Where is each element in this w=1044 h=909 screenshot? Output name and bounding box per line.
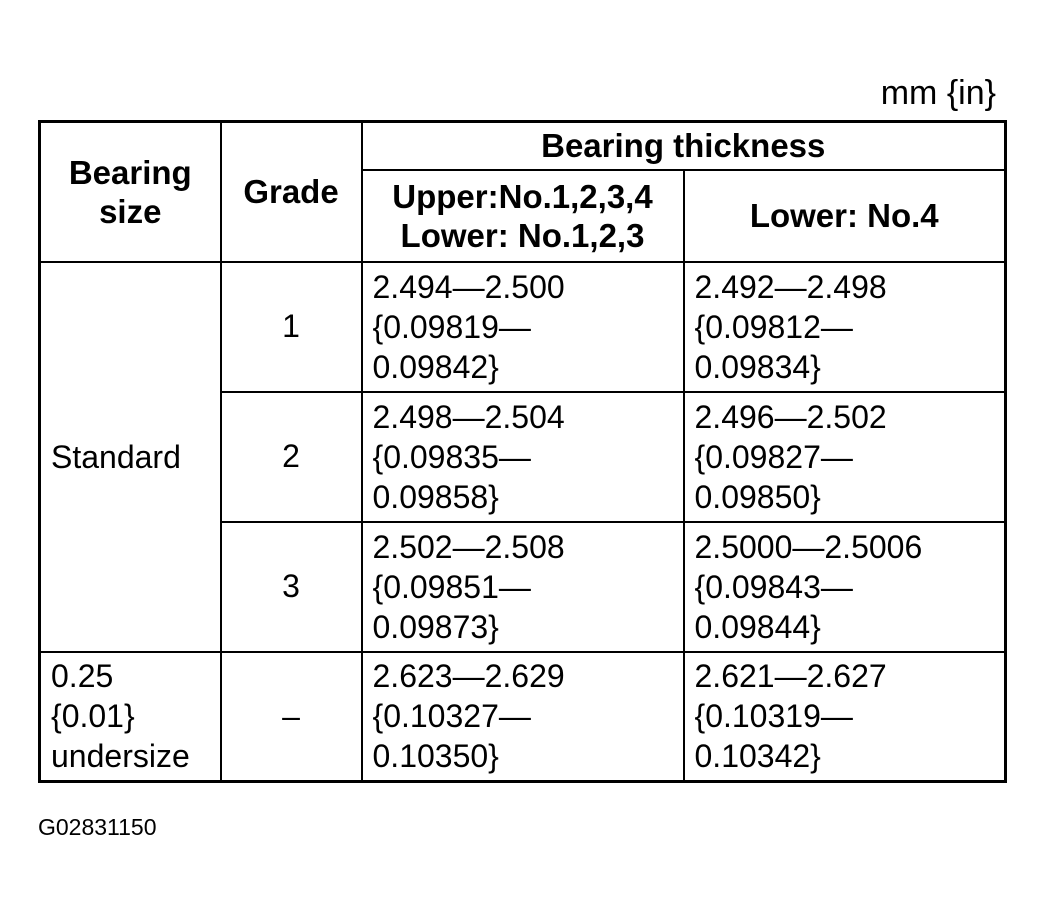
thickness-lower-no4-cell [684,262,1006,392]
thickness-in-start: {0.09851— [372,568,531,605]
header-bearing-size-text: Bearing size [68,153,192,230]
undersize-mm: 0.25 [51,658,114,695]
thickness-lower-no4-cell [684,522,1006,652]
thickness-upper-cell [362,392,684,522]
thickness-in-end: 0.10342} [694,738,821,775]
bearing-thickness-table [38,120,1007,783]
header-row [40,122,1006,170]
thickness-in-start: {0.09843— [694,568,853,605]
thickness-mm: 2.498—2.504 [372,398,565,435]
size-standard: Standard [40,262,221,652]
thickness-in-end: 0.09844} [694,608,821,645]
thickness-mm: 2.492—2.498 [694,268,887,305]
undersize-label: undersize [51,738,190,775]
thickness-mm: 2.496—2.502 [694,398,887,435]
thickness-in-start: {0.10327— [372,698,531,735]
thickness-upper-cell [362,652,684,782]
thickness-in-end: 0.09842} [372,348,499,385]
header-upper-lower [362,170,684,262]
thickness-in-start: {0.09835— [372,438,531,475]
thickness-mm: 2.502—2.508 [372,528,565,565]
grade-cell: 3 [221,522,362,652]
header-lower-line: Lower: No.1,2,3 [400,216,645,254]
thickness-in-end: 0.09850} [694,478,821,515]
figure-reference-code: G02831150 [38,814,157,840]
thickness-in-end: 0.09834} [694,348,821,385]
grade-cell: 1 [221,262,362,392]
thickness-mm: 2.621—2.627 [694,658,887,695]
thickness-lower-no4-cell [684,652,1006,782]
thickness-upper-cell [362,262,684,392]
table-row [40,262,1006,392]
thickness-in-start: {0.09819— [372,308,531,345]
undersize-in: {0.01} [51,698,135,735]
table-row [40,652,1006,782]
thickness-lower-no4-cell [684,392,1006,522]
thickness-in-start: {0.09812— [694,308,853,345]
thickness-in-end: 0.09873} [372,608,499,645]
thickness-in-end: 0.09858} [372,478,499,515]
thickness-mm: 2.623—2.629 [372,658,565,695]
thickness-in-end: 0.10350} [372,738,499,775]
grade-cell: – [221,652,362,782]
thickness-mm: 2.5000—2.5006 [694,528,923,565]
thickness-in-start: {0.10319— [694,698,853,735]
header-bearing-thickness: Bearing thickness [362,122,1006,170]
thickness-mm: 2.494—2.500 [372,268,565,305]
thickness-upper-cell [362,522,684,652]
thickness-in-start: {0.09827— [694,438,853,475]
unit-label: mm {in} [880,74,996,112]
header-grade: Grade [221,122,362,262]
header-lower-no4: Lower: No.4 [684,170,1006,262]
header-upper-line: Upper:No.1,2,3,4 [392,177,653,215]
size-undersize [40,652,221,782]
grade-cell: 2 [221,392,362,522]
header-bearing-size [40,122,221,262]
